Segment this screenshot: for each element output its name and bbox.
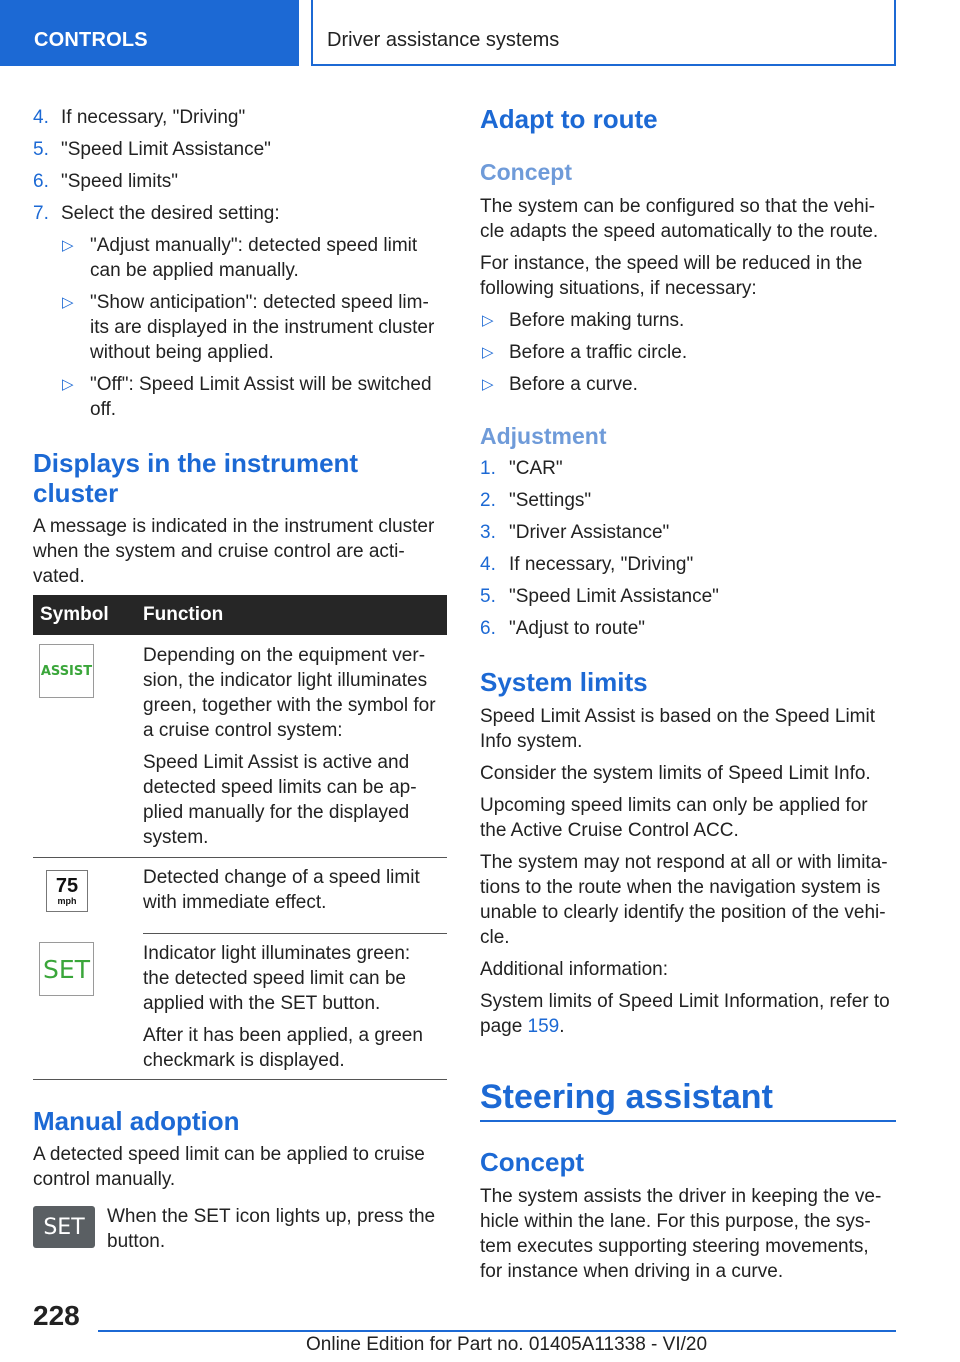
- section-tab: [0, 0, 299, 66]
- step-text: "Speed Limit Assistance": [61, 139, 271, 160]
- table-cell-line: sion, the indicator light illuminates: [143, 670, 428, 691]
- column-header-function: Function: [143, 604, 224, 625]
- paragraph-line: for instance when driving in a curve.: [480, 1261, 784, 1282]
- section-heading: Concept: [480, 1147, 584, 1177]
- step-text: "Adjust to route": [509, 618, 646, 639]
- set-button-label: SET: [43, 1214, 85, 1240]
- option-line: "Off": Speed Limit Assist will be switched: [90, 374, 432, 395]
- paragraph-line: The system assists the driver in keeping the ve-: [480, 1186, 882, 1207]
- step-number: 4.: [480, 554, 496, 575]
- table-cell-line: Depending on the equipment ver-: [143, 645, 426, 666]
- section-heading: Displays in the instrument: [33, 448, 359, 478]
- paragraph-line: [480, 1014, 565, 1039]
- bullet-triangle-icon: ▷: [482, 376, 494, 393]
- list-item: Before a curve.: [509, 374, 638, 395]
- step-text: "CAR": [509, 458, 563, 479]
- option-line: "Show anticipation": detected speed lim-: [90, 292, 429, 313]
- section-heading: Manual adoption: [33, 1106, 240, 1136]
- option-line: "Adjust manually": detected speed limit: [90, 235, 418, 256]
- footer-rule: [98, 1330, 896, 1332]
- step-number: 6.: [480, 618, 496, 639]
- paragraph-line: A message is indicated in the instrument cluster: [33, 516, 435, 537]
- table-cell-line: Detected change of a speed limit: [143, 867, 420, 888]
- step-number: 1.: [480, 458, 496, 479]
- step-text: If necessary, "Driving": [509, 554, 694, 575]
- bullet-triangle-icon: ▷: [62, 294, 74, 311]
- speed-limit-number: 75: [55, 875, 79, 897]
- table-cell-line: applied with the SET button.: [143, 993, 381, 1014]
- paragraph-line: Consider the system limits of Speed Limit Info.: [480, 763, 871, 784]
- paragraph-line: unable to clearly identify the position of the vehi-: [480, 902, 886, 923]
- paragraph-line: button.: [107, 1231, 166, 1252]
- step-number: 4.: [33, 107, 49, 128]
- table-cell-line: system.: [143, 827, 209, 848]
- subsection-heading: Adjustment: [480, 423, 607, 449]
- step-text: "Speed limits": [61, 171, 178, 192]
- set-icon-label: SET: [43, 954, 90, 984]
- step-number: 3.: [480, 522, 496, 543]
- step-number: 5.: [480, 586, 496, 607]
- paragraph-line: when the system and cruise control are acti-: [33, 541, 405, 562]
- table-cell-line: the detected speed limit can be: [143, 968, 407, 989]
- bullet-triangle-icon: ▷: [62, 237, 74, 254]
- paragraph-line: The system may not respond at all or with limita-: [480, 852, 888, 873]
- paragraph-line: control manually.: [33, 1169, 176, 1190]
- edition-note: Online Edition for Part no. 01405A11338 - VI/20: [306, 1334, 708, 1355]
- paragraph-line: cle.: [480, 927, 510, 948]
- table-row-divider: [33, 1079, 447, 1080]
- bullet-triangle-icon: ▷: [482, 344, 494, 361]
- option-line: its are displayed in the instrument cluster: [90, 317, 435, 338]
- heading-underline: [480, 1120, 896, 1122]
- step-text: "Speed Limit Assistance": [509, 586, 719, 607]
- speed-limit-sign-icon: [46, 870, 88, 912]
- step-number: 2.: [480, 490, 496, 511]
- bullet-triangle-icon: ▷: [62, 376, 74, 393]
- paragraph-line: Additional information:: [480, 959, 668, 980]
- step-number: 7.: [33, 203, 49, 224]
- paragraph-line: Info system.: [480, 731, 583, 752]
- option-line: can be applied manually.: [90, 260, 299, 281]
- paragraph-line: Speed Limit Assist is based on the Speed Limit: [480, 706, 876, 727]
- paragraph-line: A detected speed limit can be applied to cruise: [33, 1144, 425, 1165]
- paragraph-line: When the SET icon lights up, press the: [107, 1206, 436, 1227]
- section-heading: cluster: [33, 478, 119, 508]
- paragraph-line: tem executes supporting steering movements,: [480, 1236, 869, 1257]
- paragraph-line: The system can be configured so that the vehi-: [480, 196, 875, 217]
- bullet-triangle-icon: ▷: [482, 312, 494, 329]
- chapter-tab: [311, 0, 896, 66]
- chapter-heading: Steering assistant: [480, 1078, 773, 1116]
- speed-limit-unit: mph: [57, 896, 77, 906]
- table-row-divider: [33, 857, 447, 858]
- option-line: without being applied.: [90, 342, 274, 363]
- set-indicator-icon: [39, 942, 94, 996]
- paragraph-line: System limits of Speed Limit Information, refer to: [480, 991, 890, 1012]
- paragraph-line: For instance, the speed will be reduced in the: [480, 253, 863, 274]
- table-cell-line: After it has been applied, a green: [143, 1025, 423, 1046]
- table-cell-line: with immediate effect.: [143, 892, 327, 913]
- subsection-heading: Concept: [480, 159, 572, 185]
- table-cell-line: green, together with the symbol for: [143, 695, 436, 716]
- chapter-title: Driver assistance systems: [327, 29, 560, 51]
- page-reference-link[interactable]: 159: [527, 1016, 560, 1037]
- paragraph-line: hicle within the lane. For this purpose, the sys-: [480, 1211, 871, 1232]
- section-heading: System limits: [480, 667, 648, 697]
- step-text: Select the desired setting:: [61, 203, 280, 224]
- table-row-divider: [143, 933, 447, 934]
- step-number: 6.: [33, 171, 49, 192]
- paragraph-line: the Active Cruise Control ACC.: [480, 820, 739, 841]
- section-heading: Adapt to route: [480, 104, 658, 134]
- paragraph-line: cle adapts the speed automatically to the route.: [480, 221, 879, 242]
- set-button-icon: [33, 1206, 95, 1248]
- list-item: Before making turns.: [509, 310, 685, 331]
- table-header: [33, 595, 447, 635]
- page-ref-suffix: .: [559, 1016, 565, 1037]
- table-cell-line: checkmark is displayed.: [143, 1050, 345, 1071]
- table-cell-line: Indicator light illuminates green:: [143, 943, 411, 964]
- table-cell-line: plied manually for the displayed: [143, 802, 410, 823]
- paragraph-line: Upcoming speed limits can only be applied for: [480, 795, 868, 816]
- table-cell-line: Speed Limit Assist is active and: [143, 752, 410, 773]
- step-text: "Driver Assistance": [509, 522, 670, 543]
- paragraph-line: tions to the route when the navigation system is: [480, 877, 881, 898]
- page-number: 228: [33, 1300, 80, 1331]
- table-cell-line: detected speed limits can be ap-: [143, 777, 417, 798]
- page-ref-prefix: page: [480, 1016, 528, 1037]
- assist-indicator-icon: [39, 644, 94, 698]
- list-item: Before a traffic circle.: [509, 342, 688, 363]
- step-number: 5.: [33, 139, 49, 160]
- step-text: "Settings": [509, 490, 592, 511]
- step-text: If necessary, "Driving": [61, 107, 246, 128]
- option-line: off.: [90, 399, 117, 420]
- paragraph-line: following situations, if necessary:: [480, 278, 757, 299]
- assist-icon-label: ASSIST: [40, 663, 93, 679]
- column-header-symbol: Symbol: [40, 604, 109, 625]
- paragraph-line: vated.: [33, 566, 85, 587]
- section-title: CONTROLS: [34, 29, 148, 51]
- table-cell-line: a cruise control system:: [143, 720, 343, 741]
